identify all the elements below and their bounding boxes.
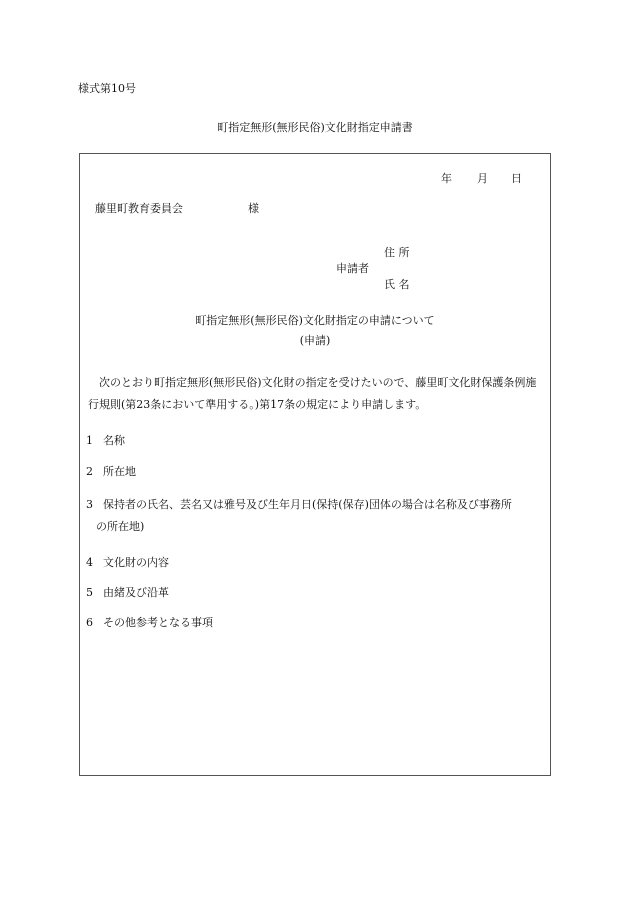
document-title: 町指定無形(無形民俗)文化財指定申請書 xyxy=(217,121,413,134)
list-item xyxy=(86,465,136,479)
date-month-label: 月 xyxy=(477,172,488,185)
item-number: 5 xyxy=(86,586,93,599)
item-text: 保持者の氏名、芸名又は雅号及び生年月日(保持(保存)団体の場合は名称及び事務所 xyxy=(103,498,512,511)
item-text: その他参考となる事項 xyxy=(103,616,213,629)
item-number: 3 xyxy=(86,498,93,511)
item-number: 6 xyxy=(86,616,93,629)
item-text: 所在地 xyxy=(103,465,136,478)
subject-note: (申請) xyxy=(299,334,331,347)
item-text: 名称 xyxy=(103,434,125,447)
applicant-name-label: 氏 名 xyxy=(384,278,410,291)
date-day-label: 日 xyxy=(511,172,522,185)
list-item xyxy=(86,494,548,538)
honorific: 様 xyxy=(248,202,259,215)
applicant-address-label: 住 所 xyxy=(384,246,410,259)
list-item xyxy=(86,586,169,600)
item-number: 2 xyxy=(86,465,93,478)
item-number: 4 xyxy=(86,556,93,569)
subject-line: 町指定無形(無形民俗)文化財指定の申請について xyxy=(195,314,435,327)
form-frame xyxy=(79,153,551,776)
list-item xyxy=(86,616,213,630)
body-paragraph: 次のとおり町指定無形(無形民俗)文化財の指定を受けたいので、藤里町文化財保護条例施行規則(第23条において準用する。)第17条の規定により申請します。 xyxy=(88,376,537,411)
item-number: 1 xyxy=(86,434,93,447)
item-text-continuation: の所在地) xyxy=(96,520,145,533)
applicant-label: 申請者 xyxy=(336,262,369,275)
item-text: 由緒及び沿革 xyxy=(103,586,169,599)
form-number: 様式第10号 xyxy=(78,82,136,95)
addressee: 藤里町教育委員会 xyxy=(95,202,183,215)
list-item xyxy=(86,556,169,570)
item-text: 文化財の内容 xyxy=(103,556,169,569)
date-year-label: 年 xyxy=(441,172,452,185)
list-item xyxy=(86,434,125,448)
